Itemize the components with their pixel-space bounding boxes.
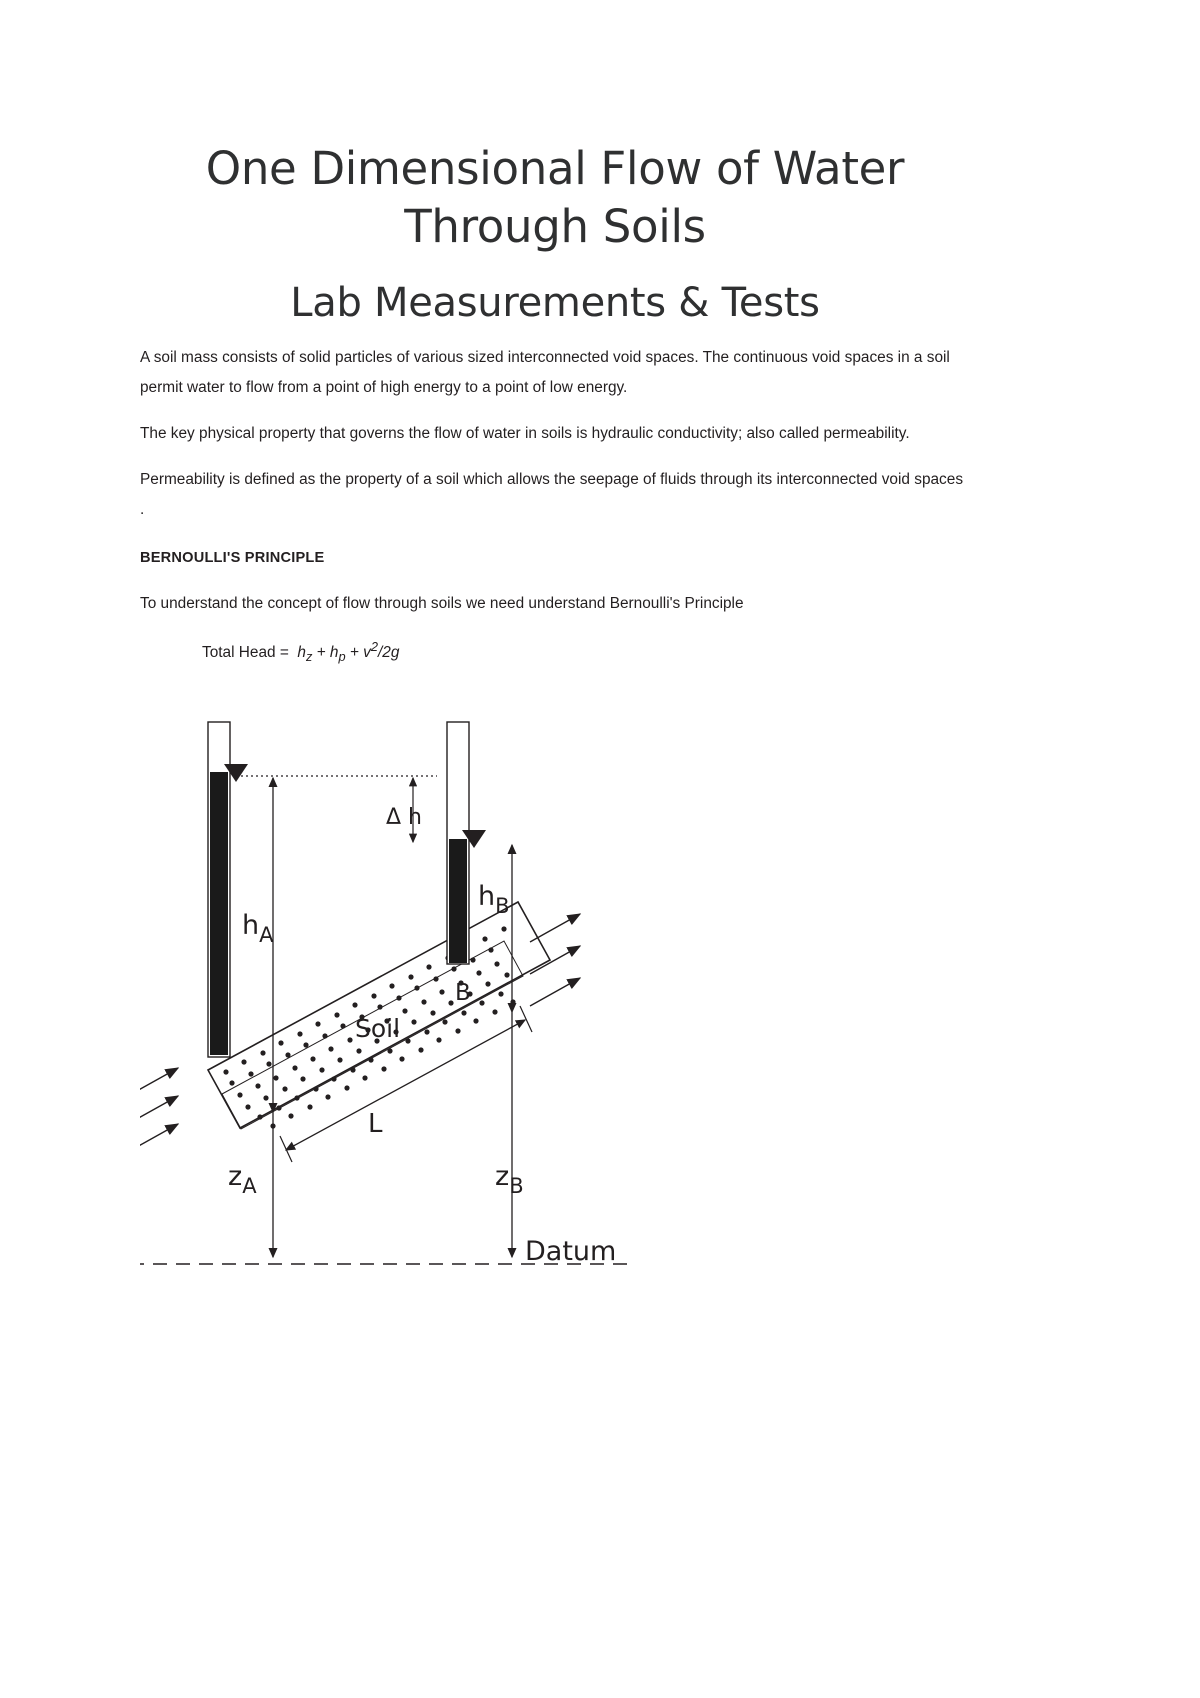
document-content: [140, 140, 970, 1352]
soil-sample-box: [140, 712, 550, 1129]
figure-label-delta-h: Δ h: [386, 804, 422, 830]
formula-h: h: [297, 644, 306, 662]
formula-tail: /2g: [378, 644, 400, 662]
paragraph-bernoulli-intro: To understand the concept of flow through soils we need understand Bernoulli's Principle: [140, 595, 744, 613]
standpipe-a: [208, 722, 230, 1057]
flow-arrows-inlet: [140, 1068, 178, 1148]
formula-total-head: [202, 635, 970, 670]
paragraph-intro: A soil mass consists of solid particles of various sized interconnected void spaces. The continuous void spaces in a soil permit water to flow from a point of high energy to a point of low energy.: [140, 349, 950, 397]
paragraph-permeability-key: The key physical property that governs the flow of water in soils is hydraulic conductivity; also called permeability.: [140, 425, 910, 443]
figure-label-datum: Datum: [525, 1235, 617, 1267]
paragraph-permeability-definition: Permeability is defined as the property of a soil which allows the seepage of fluids through its interconnected void spaces .: [140, 471, 964, 519]
formula-sub-z: z: [305, 649, 313, 665]
formula-label: Total Head =: [202, 644, 289, 662]
formula-sub-p: p: [338, 649, 346, 665]
standpipe-b: [447, 722, 469, 964]
figure-label-hA: $h_A$: [242, 909, 274, 947]
page-title: One Dimensional Flow of Water Through Soils: [205, 142, 905, 253]
page-subtitle: Lab Measurements & Tests: [290, 280, 820, 327]
figure-svg: [140, 712, 970, 1352]
figure-bernoulli-soil-diagram: [140, 712, 970, 1352]
figure-label-L: L: [368, 1108, 383, 1139]
section-heading-bernoulli: BERNOULLI'S PRINCIPLE: [140, 550, 325, 567]
figure-label-zB: $z_B$: [495, 1160, 524, 1198]
figure-label-point-b: B: [455, 979, 471, 1006]
figure-label-zA: $z_A$: [228, 1160, 257, 1198]
formula-sup-2: 2: [370, 639, 379, 655]
formula-plus-hp: + h: [312, 644, 339, 662]
figure-label-hB: $h_B$: [478, 880, 510, 918]
figure-label-soil: Soil: [355, 1013, 401, 1043]
formula-plus-v: + v: [345, 644, 371, 662]
